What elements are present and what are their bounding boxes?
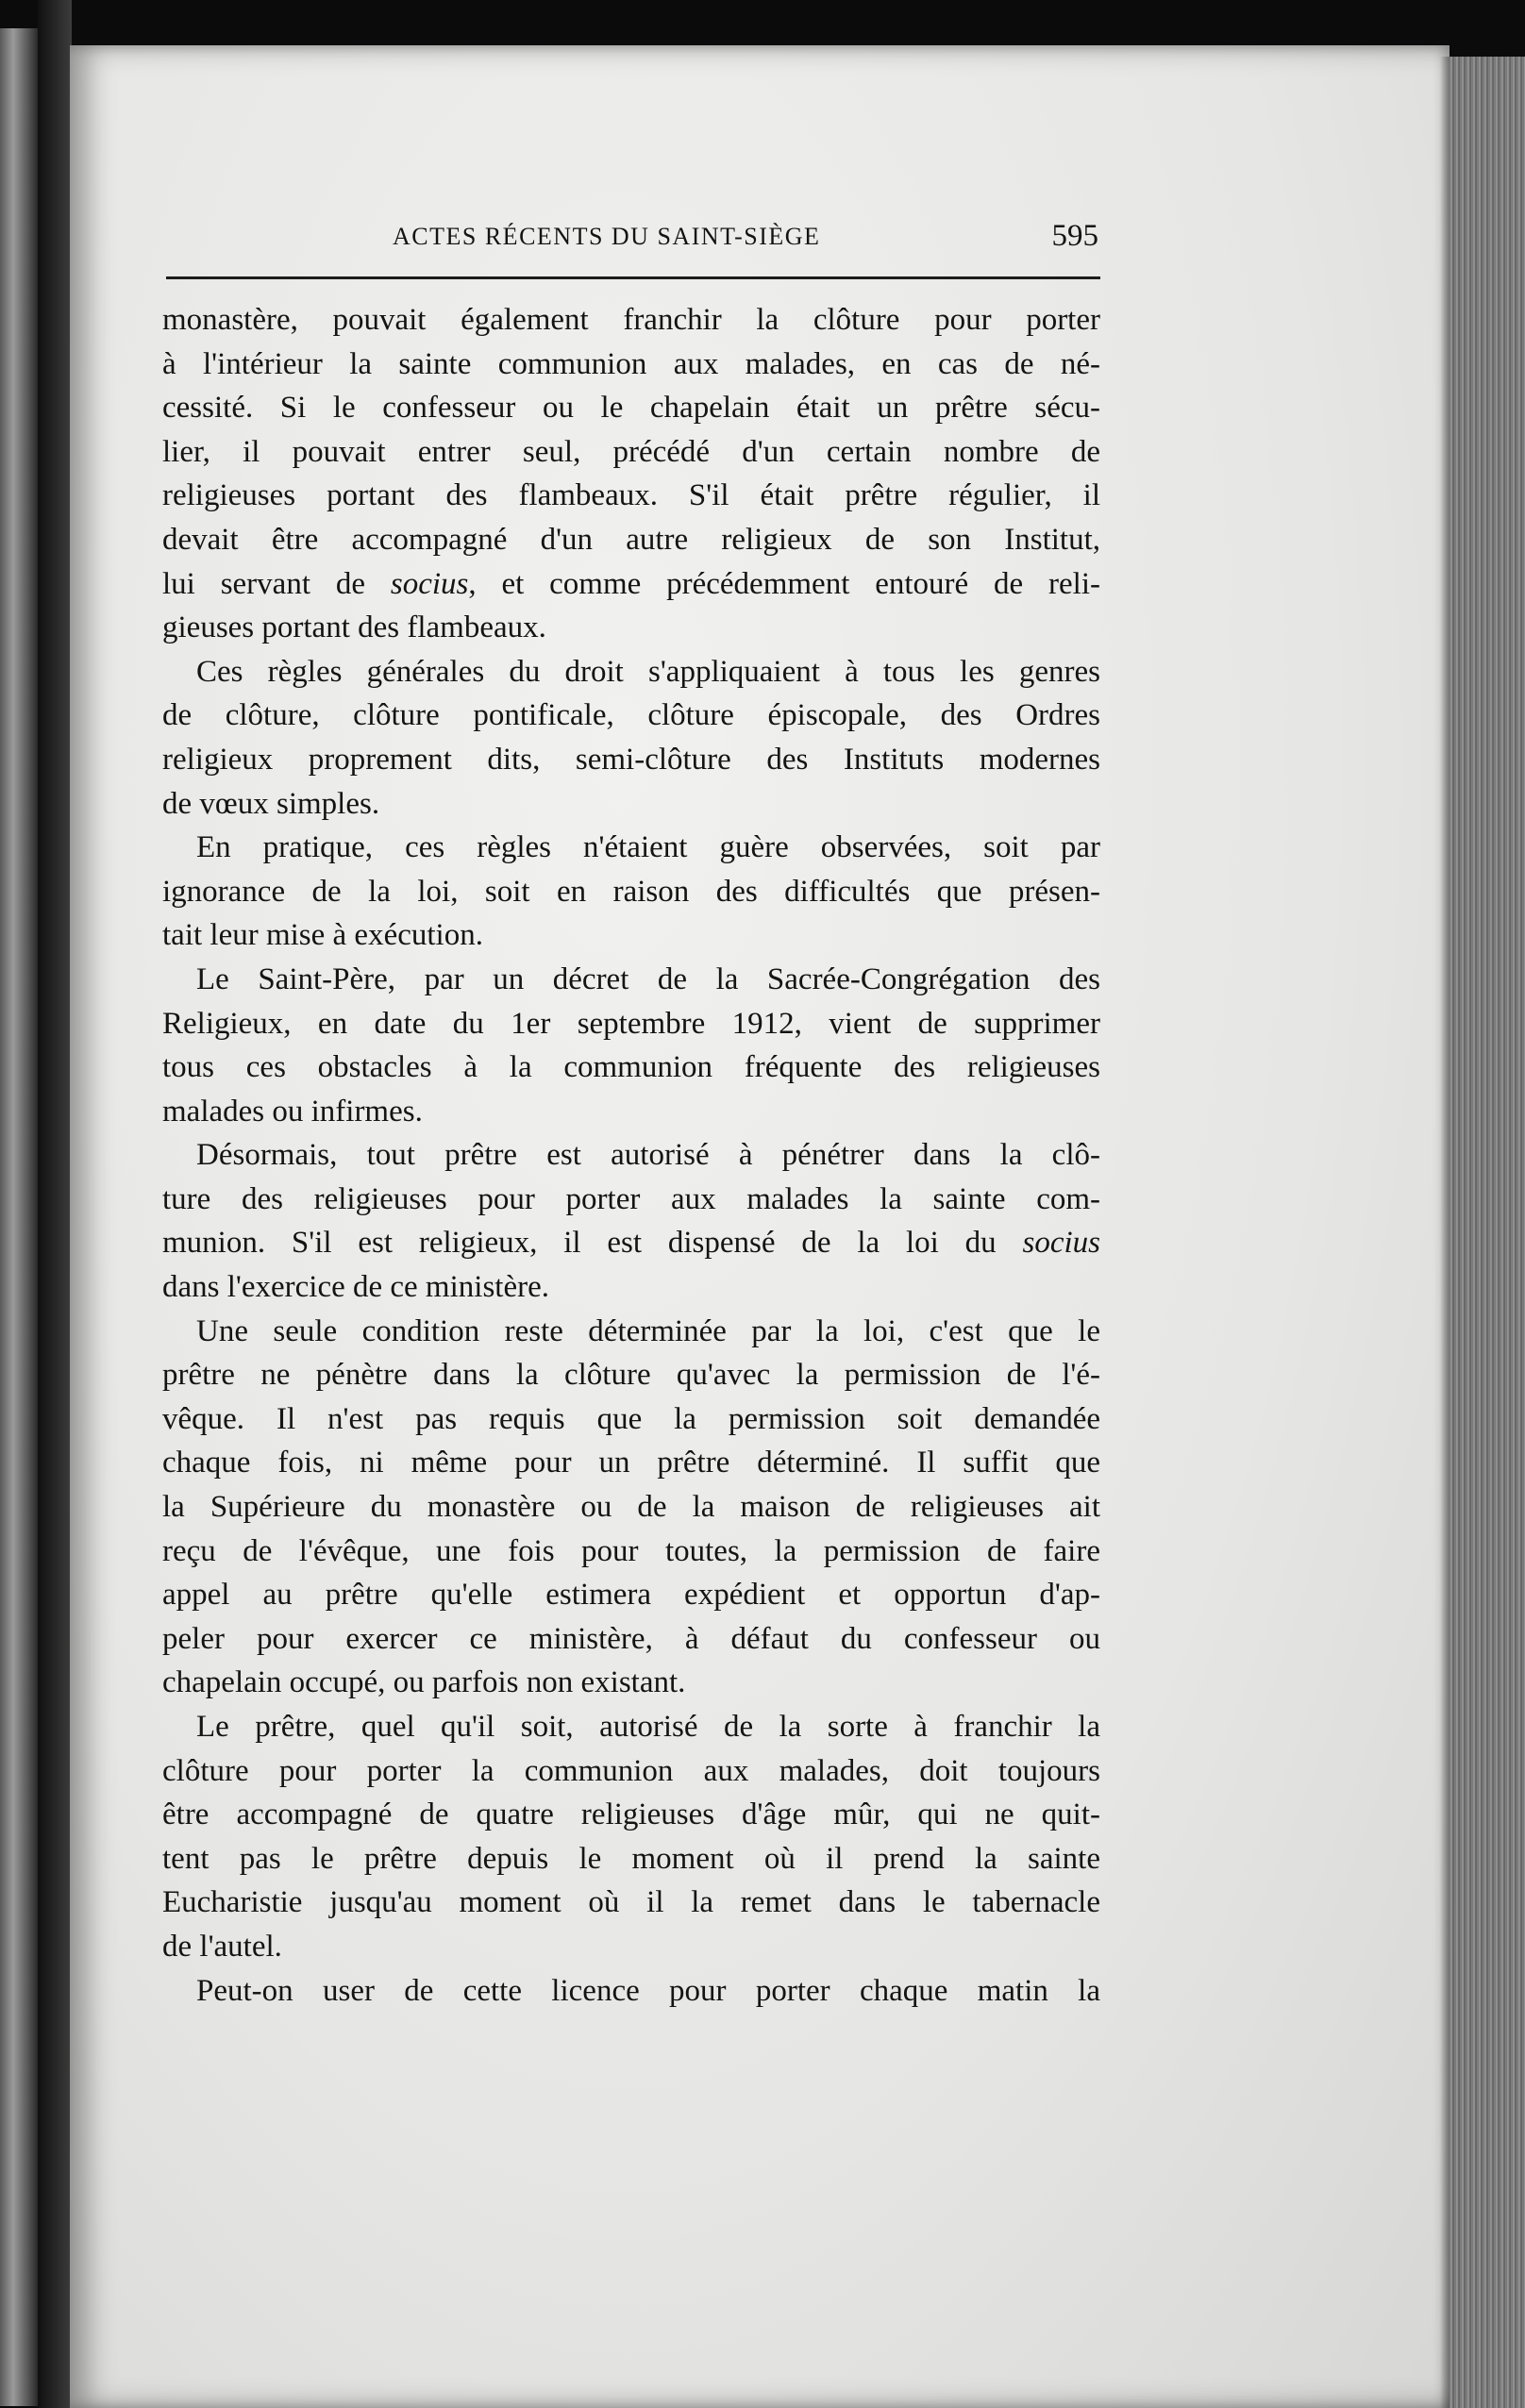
- text-line: cessité. Si le confesseur ou le chapelain était un prêtre sécu-: [162, 391, 1100, 426]
- page-number: 595: [1051, 219, 1098, 253]
- text-line: clôture pour porter la communion aux malades, doit toujours: [162, 1753, 1100, 1788]
- book-gutter: [38, 0, 72, 2408]
- paragraph-first-line: Désormais, tout prêtre est autorisé à pénétrer dans la clô-: [196, 1138, 1100, 1173]
- text-line: de clôture, clôture pontificale, clôture épiscopale, des Ordres: [162, 698, 1100, 733]
- paragraph-first-line: Le Saint-Père, par un décret de la Sacrée-Congrégation des: [196, 962, 1100, 996]
- text-line: à l'intérieur la sainte communion aux malades, en cas de né-: [162, 346, 1100, 381]
- text-line: religieuses portant des flambeaux. S'il était prêtre régulier, il: [162, 478, 1100, 513]
- paragraph-first-line: En pratique, ces règles n'étaient guère observées, soit par: [196, 830, 1100, 865]
- paragraph-first-line: Peut-on user de cette licence pour porter chaque matin la: [196, 1973, 1100, 2008]
- text-line: religieux proprement dits, semi-clôture des Instituts modernes: [162, 742, 1100, 777]
- text-line: appel au prêtre qu'elle estimera expédient et opportun d'ap-: [162, 1578, 1100, 1613]
- text-line: ignorance de la loi, soit en raison des difficultés que présen-: [162, 874, 1100, 909]
- text-line: la Supérieure du monastère ou de la maison de religieuses ait: [162, 1490, 1100, 1525]
- text-line: peler pour exercer ce ministère, à défaut du confesseur ou: [162, 1621, 1100, 1656]
- text-line: lui servant de socius, et comme précédemment entouré de reli-: [162, 566, 1100, 601]
- text-line: Eucharistie jusqu'au moment où il la remet dans le tabernacle: [162, 1885, 1100, 1920]
- text-line: lier, il pouvait entrer seul, précédé d'un certain nombre de: [162, 434, 1100, 469]
- text-line: prêtre ne pénètre dans la clôture qu'avec la permission de l'é-: [162, 1358, 1100, 1393]
- italic-term: socius: [1022, 1226, 1100, 1261]
- text-line: tait leur mise à exécution.: [162, 918, 483, 953]
- italic-term: socius: [390, 566, 469, 601]
- text-line: ture des religieuses pour porter aux malades la sainte com-: [162, 1181, 1100, 1216]
- paragraph-first-line: Le prêtre, quel qu'il soit, autorisé de la sorte à franchir la: [196, 1710, 1100, 1744]
- paragraph-first-line: Une seule condition reste déterminée par la loi, c'est que le: [196, 1313, 1100, 1348]
- text-line: Religieux, en date du 1er septembre 1912, vient de supprimer: [162, 1006, 1100, 1041]
- text-line: munion. S'il est religieux, il est dispensé de la loi du socius: [162, 1226, 1100, 1261]
- text-line: dans l'exercice de ce ministère.: [162, 1270, 549, 1305]
- text-line: vêque. Il n'est pas requis que la permission soit demandée: [162, 1401, 1100, 1436]
- text-line: tent pas le prêtre depuis le moment où il prend la sainte: [162, 1841, 1100, 1876]
- header-rule: [166, 276, 1100, 279]
- body-text: [162, 298, 1100, 2013]
- book-block-page-edges: [1450, 57, 1525, 2408]
- text-line: de l'autel.: [162, 1929, 282, 1964]
- text-line: monastère, pouvait également franchir la clôture pour porter: [162, 303, 1100, 337]
- text-line: chapelain occupé, ou parfois non existant.: [162, 1665, 686, 1700]
- text-line: tous ces obstacles à la communion fréquente des religieuses: [162, 1050, 1100, 1085]
- text-line: chaque fois, ni même pour un prêtre déterminé. Il suffit que: [162, 1446, 1100, 1480]
- text-line: de vœux simples.: [162, 786, 380, 821]
- running-title: ACTES RÉCENTS DU SAINT-SIÈGE: [393, 223, 821, 250]
- text-line: être accompagné de quatre religieuses d'âge mûr, qui ne quit-: [162, 1798, 1100, 1832]
- text-line: reçu de l'évêque, une fois pour toutes, la permission de faire: [162, 1533, 1100, 1568]
- paragraph-first-line: Ces règles générales du droit s'appliquaient à tous les genres: [196, 654, 1100, 689]
- text-line: devait être accompagné d'un autre religieux de son Institut,: [162, 522, 1100, 557]
- text-line: malades ou infirmes.: [162, 1094, 423, 1129]
- running-head: [166, 219, 1098, 260]
- previous-page-edge: [0, 28, 38, 2406]
- text-line: gieuses portant des flambeaux.: [162, 610, 546, 645]
